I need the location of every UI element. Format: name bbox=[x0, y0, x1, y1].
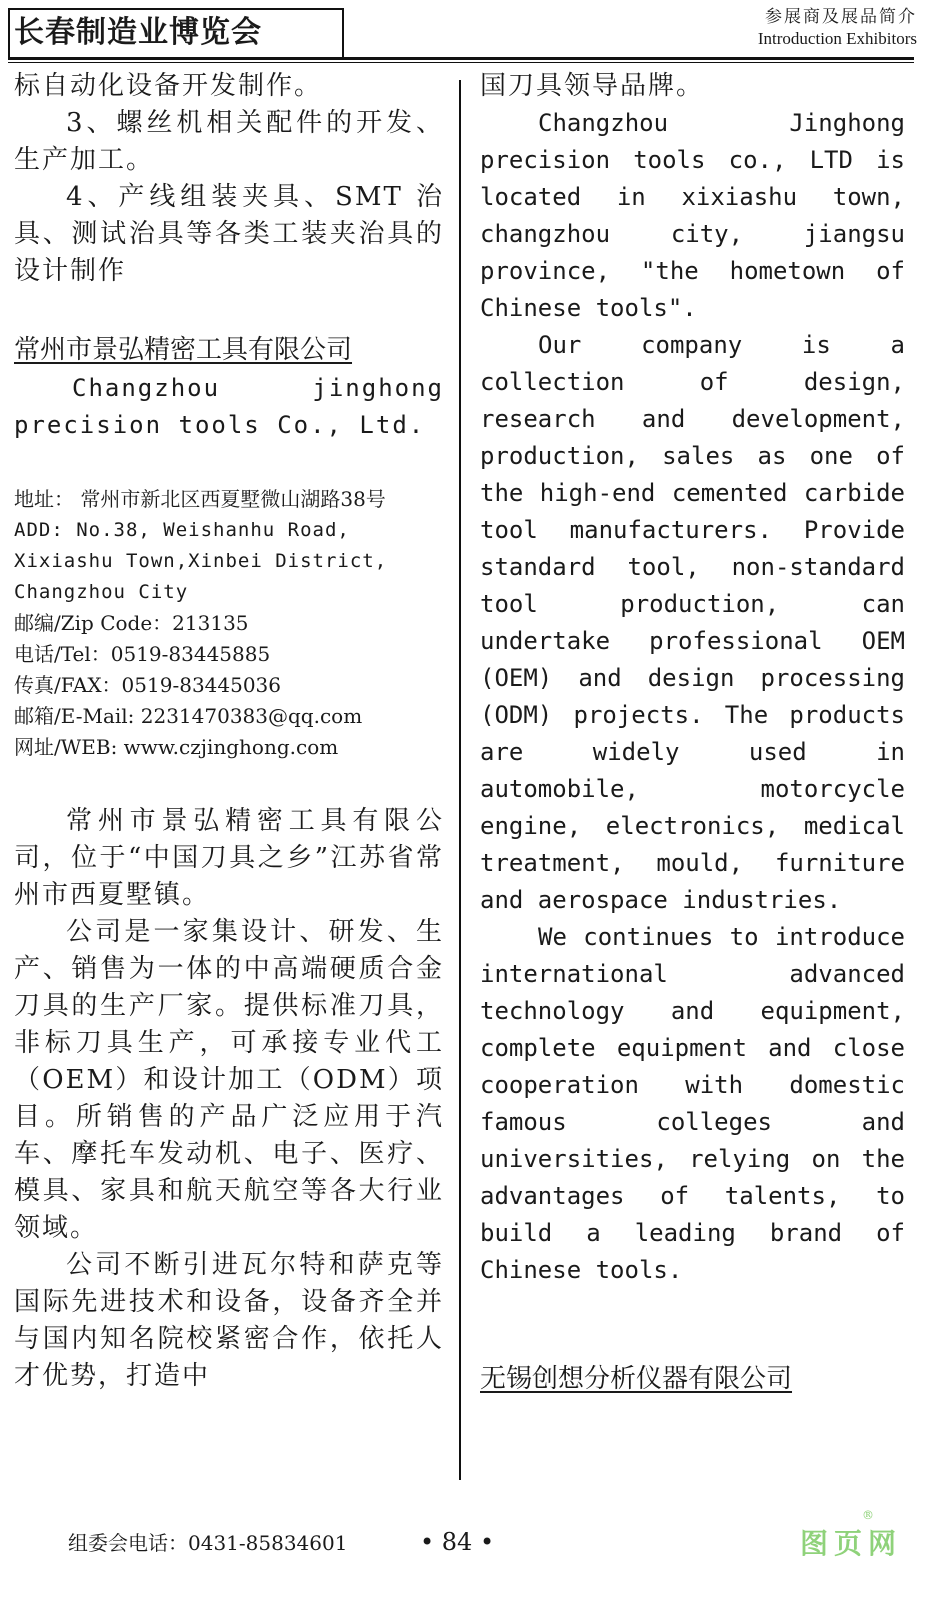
zip-code: 邮编/Zip Code：213135 bbox=[14, 611, 249, 635]
intro-paragraph: 公司是一家集设计、研发、生产、销售为一体的中高端硬质合金刀具的生产厂家。提供标准刀具，非标刀具生产，可承接专业代工（OEM）和设计加工（ODM）项目。所销售的产品广泛应用于汽车、摩托车发动机、电子、医疗、模具、家具和航天航空等各大行业领域。 bbox=[14, 917, 444, 1243]
english-paragraph: Changzhou Jinghong precision tools co., LTD is located in xixiashu town, changzhou city, jiangsu province, "the hometown of Chinese tools". bbox=[480, 109, 905, 322]
continued-text: 国刀具领导品牌。 bbox=[480, 71, 705, 101]
left-column bbox=[14, 68, 444, 1508]
list-item: 3、螺丝机相关配件的开发、生产加工。 bbox=[14, 108, 444, 175]
committee-phone: 组委会电话：0431-85834601 bbox=[68, 1531, 348, 1555]
english-paragraph: We continues to introduce international advanced technology and equipment, complete equipment and close cooperation with domestic famous colleges and universities, relying on the advantages of talents, to build a leading brand of Chinese tools. bbox=[480, 923, 905, 1284]
registered-mark: ® bbox=[862, 1508, 874, 1522]
email: 邮箱/E-Mail: 2231470383@qq.com bbox=[14, 704, 363, 728]
fax: 传真/FAX：0519-83445036 bbox=[14, 673, 282, 697]
continued-text: 标自动化设备开发制作。 bbox=[14, 71, 323, 101]
website: 网址/WEB: www.czjinghong.com bbox=[14, 735, 339, 759]
header-rule bbox=[8, 57, 914, 60]
section-header bbox=[758, 6, 917, 50]
header-rule-thin bbox=[8, 62, 914, 63]
expo-title: 长春制造业博览会 bbox=[8, 8, 344, 58]
section-title-en: Introduction Exhibitors bbox=[757, 29, 917, 48]
intro-paragraph: 常州市景弘精密工具有限公司，位于“中国刀具之乡”江苏省常州市西夏墅镇。 bbox=[14, 806, 444, 910]
address-en: ADD: No.38, Weishanhu Road, Xixiashu Town,Xinbei District, Changzhou City bbox=[14, 519, 388, 603]
watermark-logo: 图页网 bbox=[800, 1527, 903, 1560]
intro-paragraph: 公司不断引进瓦尔特和萨克等国际先进技术和设备，设备齐全并与国内知名院校紧密合作，依托人才优势，打造中 bbox=[14, 1250, 444, 1391]
company-name-en: Changzhou jinghong precision tools Co., Ltd. bbox=[14, 374, 444, 439]
english-paragraph: Our company is a collection of design, research and development, production, sales as one of the high-end cemented carbide tool manufacturers. Provide standard tool, non-standard tool production, can undertake professional OEM (OEM) and design processing (ODM) projects. The products are widely used in automobile, motorcycle engine, electronics, medical treatment, mould, furniture and aerospace industries. bbox=[480, 331, 905, 914]
page-number: • 84 • bbox=[420, 1528, 495, 1556]
column-divider bbox=[459, 80, 461, 1480]
company-name-zh: 常州市景弘精密工具有限公司 bbox=[14, 335, 353, 365]
right-column bbox=[480, 68, 905, 1508]
section-title-zh: 参展商及展品简介 bbox=[765, 7, 917, 27]
list-item: 4、产线组装夹具、SMT 治具、测试治具等各类工装夹治具的设计制作 bbox=[14, 182, 444, 286]
next-company-name-zh: 无锡创想分析仪器有限公司 bbox=[480, 1364, 793, 1394]
telephone: 电话/Tel：0519-83445885 bbox=[14, 642, 271, 666]
contact-block bbox=[14, 484, 444, 763]
address-zh: 地址： 常州市新北区西夏墅微山湖路38号 bbox=[14, 487, 386, 511]
